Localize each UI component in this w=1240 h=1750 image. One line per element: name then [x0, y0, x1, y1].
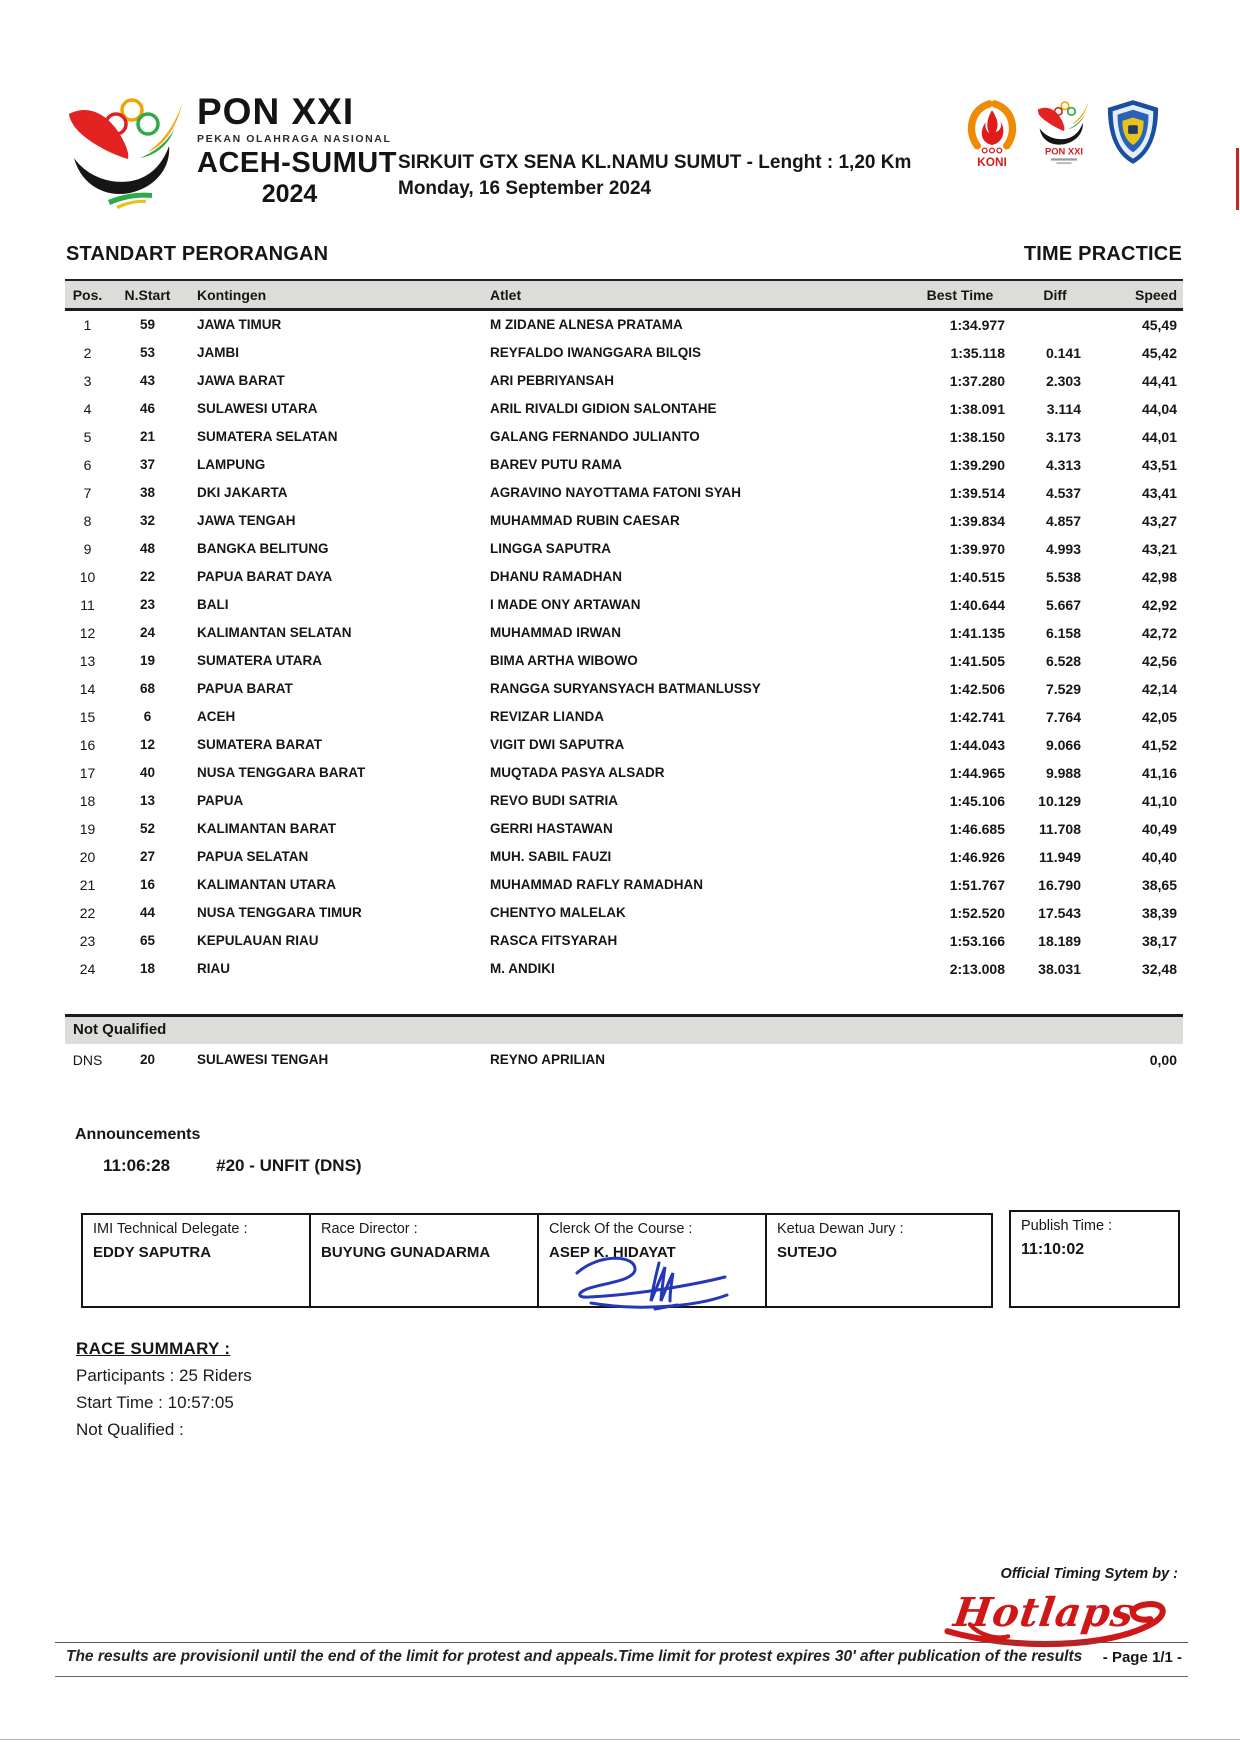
cell-kontingen: ACEH [197, 709, 236, 724]
cell-pos: 3 [83, 373, 92, 389]
col-header-nstart: N.Start [124, 286, 171, 303]
col-header-diff: Diff [1043, 286, 1067, 303]
result-row [65, 647, 1183, 675]
cell-besttime: 1:44.043 [949, 737, 1005, 753]
cell-kontingen: SULAWESI TENGAH [197, 1052, 329, 1067]
cell-kontingen: RIAU [197, 961, 230, 976]
koni-logo-icon [960, 98, 1024, 175]
cell-pos: 1 [83, 317, 92, 333]
cell-atlet: REYFALDO IWANGGARA BILQIS [490, 345, 702, 360]
result-row [65, 759, 1183, 787]
cell-pos: 5 [83, 429, 92, 445]
koni-label: KONI [977, 155, 1007, 169]
official-role: IMI Technical Delegate : [93, 1221, 248, 1237]
scan-bottom-edge [0, 1739, 1240, 1740]
cell-pos: DNS [72, 1052, 103, 1068]
result-row [65, 871, 1183, 899]
pon-bird-logo-icon [65, 94, 187, 212]
cell-atlet: ARIL RIVALDI GIDION SALONTAHE [490, 401, 717, 416]
cell-speed: 44,01 [1141, 429, 1177, 445]
announcement-text: #20 - UNFIT (DNS) [216, 1156, 362, 1175]
cell-kontingen: JAWA TENGAH [197, 513, 296, 528]
not-qualified-header [65, 1014, 1183, 1044]
result-row [65, 843, 1183, 871]
cell-speed: 43,51 [1141, 457, 1177, 473]
official-role: Ketua Dewan Jury : [777, 1221, 904, 1237]
result-row [65, 311, 1183, 339]
cell-diff: 38.031 [1038, 961, 1081, 977]
page-number: - Page 1/1 - [1102, 1648, 1182, 1666]
cell-nstart: 6 [143, 709, 152, 724]
pon-small-label: PON XXI [1045, 146, 1083, 157]
cell-diff: 2.303 [1045, 373, 1081, 389]
cell-besttime: 1:53.166 [949, 933, 1005, 949]
not-qualified-label: Not Qualified [73, 1021, 167, 1038]
summary-start-time: Start Time : 10:57:05 [76, 1393, 234, 1412]
cell-diff: 4.993 [1045, 541, 1081, 557]
cell-diff: 6.528 [1045, 653, 1081, 669]
cell-diff: 4.857 [1045, 513, 1081, 529]
cell-nstart: 38 [139, 485, 156, 500]
pon-year: 2024 [261, 180, 318, 208]
result-row [65, 479, 1183, 507]
cell-besttime: 1:39.290 [949, 457, 1005, 473]
cell-atlet: GERRI HASTAWAN [490, 821, 613, 836]
cell-nstart: 53 [139, 345, 156, 360]
footer-provisional-note: The results are provisionil until the end of the limit for protest and appeals.Time limit for protest expires 30' after publication of the results [66, 1648, 1083, 1665]
cell-diff: 5.667 [1045, 597, 1081, 613]
result-row [65, 535, 1183, 563]
official-race-director [309, 1213, 537, 1308]
cell-nstart: 12 [139, 737, 156, 752]
cell-pos: 10 [79, 569, 96, 585]
official-name: ASEP K. HIDAYAT [549, 1244, 676, 1261]
cell-kontingen: BANGKA BELITUNG [197, 541, 329, 556]
timing-provider-label: Official Timing Sytem by : [1000, 1566, 1178, 1582]
cell-pos: 24 [79, 961, 96, 977]
cell-speed: 32,48 [1141, 961, 1177, 977]
cell-speed: 38,65 [1141, 877, 1177, 893]
cell-nstart: 59 [139, 317, 156, 332]
cell-besttime: 1:37.280 [949, 373, 1005, 389]
cell-nstart: 22 [139, 569, 156, 584]
cell-pos: 15 [79, 709, 96, 725]
official-clerk-of-course [537, 1213, 765, 1308]
cell-pos: 23 [79, 933, 96, 949]
cell-besttime: 1:42.741 [949, 709, 1005, 725]
cell-besttime: 1:39.834 [949, 513, 1005, 529]
cell-pos: 12 [79, 625, 96, 641]
cell-kontingen: KALIMANTAN SELATAN [197, 625, 352, 640]
pon-title: PON XXI [197, 91, 355, 132]
cell-diff: 11.949 [1038, 849, 1081, 865]
col-header-atlet: Atlet [490, 286, 522, 303]
cell-speed: 41,52 [1141, 737, 1177, 753]
cell-speed: 41,16 [1141, 765, 1177, 781]
cell-kontingen: KALIMANTAN BARAT [197, 821, 336, 836]
cell-diff: 18.189 [1038, 933, 1081, 949]
result-row [65, 703, 1183, 731]
cell-atlet: REVIZAR LIANDA [490, 709, 604, 724]
cell-speed: 44,41 [1141, 373, 1177, 389]
cell-pos: 22 [79, 905, 96, 921]
result-row [65, 507, 1183, 535]
cell-kontingen: JAMBI [197, 345, 240, 360]
cell-kontingen: DKI JAKARTA [197, 485, 288, 500]
svg-text:Hotlaps: Hotlaps [950, 1589, 1138, 1637]
cell-besttime: 1:35.118 [950, 345, 1005, 361]
cell-kontingen: SUMATERA BARAT [197, 737, 322, 752]
official-name: BUYUNG GUNADARMA [321, 1244, 491, 1261]
col-header-kontingen: Kontingen [197, 286, 267, 303]
official-technical-delegate [81, 1213, 309, 1308]
cell-diff: 0.141 [1045, 345, 1081, 361]
table-header [65, 279, 1183, 311]
cell-pos: 8 [83, 513, 92, 529]
result-row [65, 423, 1183, 451]
cell-pos: 11 [80, 597, 95, 613]
cell-atlet: CHENTYO MALELAK [490, 905, 626, 920]
cell-atlet: ARI PEBRIYANSAH [490, 373, 615, 388]
cell-nstart: 52 [139, 821, 156, 836]
cell-diff: 16.790 [1038, 877, 1081, 893]
cell-diff: 6.158 [1045, 625, 1081, 641]
cell-nstart: 46 [139, 401, 156, 416]
pon-location: ACEH-SUMUT [197, 147, 397, 179]
shield-crest-icon [1104, 98, 1162, 171]
category-title: STANDART PERORANGAN [66, 243, 329, 265]
cell-nstart: 24 [139, 625, 156, 640]
cell-besttime: 1:40.644 [949, 597, 1005, 613]
cell-atlet: MUHAMMAD RUBIN CAESAR [490, 513, 680, 528]
cell-besttime: 1:39.970 [949, 541, 1005, 557]
cell-besttime: 1:45.106 [949, 793, 1005, 809]
cell-speed: 43,21 [1141, 541, 1177, 557]
cell-speed: 41,10 [1141, 793, 1177, 809]
footer-rule-top [55, 1642, 1188, 1643]
result-row [65, 675, 1183, 703]
cell-nstart: 32 [139, 513, 156, 528]
not-qualified-row [65, 1046, 1183, 1074]
cell-speed: 43,41 [1141, 485, 1177, 501]
footer [66, 1648, 1182, 1666]
result-row [65, 955, 1183, 983]
cell-nstart: 68 [139, 681, 156, 696]
cell-diff: 11.708 [1038, 821, 1081, 837]
cell-atlet: MUHAMMAD RAFLY RAMADHAN [490, 877, 703, 892]
cell-speed: 38,17 [1141, 933, 1177, 949]
cell-diff: 5.538 [1045, 569, 1081, 585]
cell-diff: 17.543 [1038, 905, 1081, 921]
cell-speed: 42,72 [1141, 625, 1177, 641]
cell-kontingen: LAMPUNG [197, 457, 266, 472]
cell-nstart: 43 [139, 373, 156, 388]
announcements-heading: Announcements [75, 1126, 201, 1143]
col-header-pos: Pos. [72, 286, 103, 303]
cell-kontingen: BALI [197, 597, 229, 612]
results-table-body [65, 311, 1183, 983]
cell-atlet: REVO BUDI SATRIA [490, 793, 619, 808]
cell-nstart: 21 [139, 429, 156, 444]
pon-small-logo-icon [1034, 98, 1094, 173]
cell-nstart: 18 [139, 961, 156, 976]
cell-nstart: 27 [139, 849, 156, 864]
cell-besttime: 1:39.514 [949, 485, 1005, 501]
cell-nstart: 13 [139, 793, 156, 808]
race-summary-section [76, 1339, 576, 1440]
cell-diff: 7.529 [1045, 681, 1081, 697]
cell-atlet: REYNO APRILIAN [490, 1052, 606, 1067]
official-name: SUTEJO [777, 1244, 838, 1261]
event-date: Monday, 16 September 2024 [398, 178, 652, 199]
cell-speed: 45,42 [1141, 345, 1177, 361]
cell-speed: 43,27 [1141, 513, 1177, 529]
cell-atlet: VIGIT DWI SAPUTRA [490, 737, 625, 752]
cell-diff: 3.173 [1045, 429, 1081, 445]
cell-besttime: 1:51.767 [949, 877, 1005, 893]
result-row [65, 367, 1183, 395]
cell-besttime: 2:13.008 [949, 961, 1005, 977]
scan-red-mark [1236, 148, 1239, 210]
cell-kontingen: NUSA TENGGARA TIMUR [197, 905, 362, 920]
publish-time-value: 11:10:02 [1021, 1241, 1085, 1258]
cell-besttime: 1:44.965 [949, 765, 1005, 781]
cell-speed: 42,56 [1141, 653, 1177, 669]
result-row [65, 591, 1183, 619]
cell-kontingen: PAPUA BARAT DAYA [197, 569, 333, 584]
cell-besttime: 1:41.505 [949, 653, 1005, 669]
cell-nstart: 37 [139, 457, 156, 472]
official-role: Clerck Of the Course : [549, 1221, 693, 1237]
publish-time-box [1009, 1210, 1180, 1308]
cell-speed: 40,49 [1141, 821, 1177, 837]
cell-atlet: AGRAVINO NAYOTTAMA FATONI SYAH [490, 485, 742, 500]
cell-kontingen: KEPULAUAN RIAU [197, 933, 319, 948]
cell-kontingen: NUSA TENGGARA BARAT [197, 765, 366, 780]
cell-nstart: 44 [139, 905, 156, 920]
cell-diff: 9.988 [1045, 765, 1081, 781]
cell-kontingen: PAPUA BARAT [197, 681, 293, 696]
cell-pos: 14 [79, 681, 96, 697]
result-row [65, 451, 1183, 479]
announcement-item [75, 1156, 775, 1176]
cell-besttime: 1:41.135 [949, 625, 1005, 641]
cell-nstart: 23 [139, 597, 156, 612]
cell-nstart: 16 [139, 877, 156, 892]
cell-atlet: M. ANDIKI [490, 961, 555, 976]
cell-atlet: MUQTADA PASYA ALSADR [490, 765, 665, 780]
event-info [398, 150, 958, 202]
result-row [65, 395, 1183, 423]
result-row [65, 899, 1183, 927]
cell-atlet: BAREV PUTU RAMA [490, 457, 623, 472]
result-row [65, 563, 1183, 591]
cell-kontingen: PAPUA SELATAN [197, 849, 309, 864]
circuit-name: SIRKUIT GTX SENA KL.NAMU SUMUT - Lenght : 1,20 Km [398, 152, 912, 173]
session-title: TIME PRACTICE [1023, 243, 1182, 265]
announcements-section [75, 1126, 775, 1176]
cell-diff: 4.537 [1045, 485, 1081, 501]
cell-besttime: 1:46.685 [949, 821, 1005, 837]
result-row [65, 787, 1183, 815]
result-row [65, 619, 1183, 647]
summary-participants: Participants : 25 Riders [76, 1366, 252, 1385]
cell-diff: 10.129 [1038, 793, 1081, 809]
cell-speed: 42,98 [1141, 569, 1177, 585]
result-row [65, 731, 1183, 759]
cell-nstart: 19 [139, 653, 156, 668]
cell-besttime: 1:40.515 [949, 569, 1005, 585]
cell-speed: 40,40 [1141, 849, 1177, 865]
cell-atlet: MUH. SABIL FAUZI [490, 849, 612, 864]
publish-time-label: Publish Time : [1021, 1218, 1113, 1234]
cell-diff: 7.764 [1045, 709, 1081, 725]
cell-pos: 16 [79, 737, 96, 753]
col-header-besttime: Best Time [926, 286, 994, 303]
cell-pos: 13 [79, 653, 96, 669]
race-summary-heading: RACE SUMMARY : [76, 1339, 231, 1358]
cell-pos: 7 [83, 485, 92, 501]
pon-subtitle: PEKAN OLAHRAGA NASIONAL [197, 133, 392, 145]
timing-provider-section [858, 1566, 1178, 1659]
cell-atlet: RASCA FITSYARAH [490, 933, 618, 948]
cell-kontingen: PAPUA [197, 793, 244, 808]
result-row [65, 339, 1183, 367]
cell-atlet: RANGGA SURYANSYACH BATMANLUSSY [490, 681, 761, 696]
cell-nstart: 65 [139, 933, 156, 948]
cell-besttime: 1:34.977 [949, 317, 1005, 333]
cell-kontingen: JAWA TIMUR [197, 317, 282, 332]
cell-kontingen: SUMATERA UTARA [197, 653, 322, 668]
cell-speed: 0,00 [1149, 1052, 1177, 1068]
pon-logo-text [197, 92, 407, 208]
summary-not-qualified: Not Qualified : [76, 1420, 184, 1439]
cell-besttime: 1:52.520 [949, 905, 1005, 921]
cell-atlet: BIMA ARTHA WIBOWO [490, 653, 638, 668]
cell-atlet: I MADE ONY ARTAWAN [490, 597, 641, 612]
cell-pos: 6 [83, 457, 92, 473]
footer-rule-bottom [55, 1676, 1188, 1677]
announcement-time: 11:06:28 [103, 1156, 171, 1175]
cell-speed: 42,14 [1141, 681, 1177, 697]
officials-box [81, 1213, 993, 1308]
cell-pos: 17 [79, 765, 96, 781]
cell-besttime: 1:38.150 [949, 429, 1005, 445]
cell-pos: 2 [83, 345, 92, 361]
cell-pos: 9 [83, 541, 92, 557]
section-title-row [66, 243, 1182, 266]
cell-speed: 42,92 [1141, 597, 1177, 613]
result-row [65, 927, 1183, 955]
cell-speed: 38,39 [1141, 905, 1177, 921]
signature-icon [547, 1251, 752, 1313]
cell-pos: 4 [83, 401, 92, 417]
cell-atlet: LINGGA SAPUTRA [490, 541, 611, 556]
cell-speed: 45,49 [1141, 317, 1177, 333]
cell-speed: 44,04 [1141, 401, 1177, 417]
cell-nstart: 20 [139, 1052, 156, 1067]
cell-kontingen: SUMATERA SELATAN [197, 429, 338, 444]
cell-pos: 21 [79, 877, 96, 893]
official-jury-chief [765, 1213, 993, 1308]
cell-kontingen: KALIMANTAN UTARA [197, 877, 336, 892]
cell-besttime: 1:38.091 [949, 401, 1005, 417]
cell-atlet: M ZIDANE ALNESA PRATAMA [490, 317, 683, 332]
partner-logos [960, 98, 1162, 175]
cell-speed: 42,05 [1141, 709, 1177, 725]
page-header [65, 92, 1182, 217]
cell-diff: 4.313 [1045, 457, 1081, 473]
cell-kontingen: SULAWESI UTARA [197, 401, 318, 416]
cell-kontingen: JAWA BARAT [197, 373, 285, 388]
cell-pos: 19 [79, 821, 96, 837]
cell-diff: 9.066 [1045, 737, 1081, 753]
official-name: EDDY SAPUTRA [93, 1244, 212, 1261]
cell-diff: 3.114 [1046, 401, 1081, 417]
cell-besttime: 1:42.506 [949, 681, 1005, 697]
cell-nstart: 40 [139, 765, 156, 780]
official-role: Race Director : [321, 1221, 418, 1237]
col-header-speed: Speed [1134, 286, 1177, 303]
cell-besttime: 1:46.926 [949, 849, 1005, 865]
cell-nstart: 48 [139, 541, 156, 556]
result-row [65, 815, 1183, 843]
cell-atlet: DHANU RAMADHAN [490, 569, 622, 584]
cell-atlet: GALANG FERNANDO JULIANTO [490, 429, 700, 444]
cell-pos: 18 [79, 793, 96, 809]
not-qualified-body [65, 1046, 1183, 1074]
cell-pos: 20 [79, 849, 96, 865]
cell-atlet: MUHAMMAD IRWAN [490, 625, 621, 640]
